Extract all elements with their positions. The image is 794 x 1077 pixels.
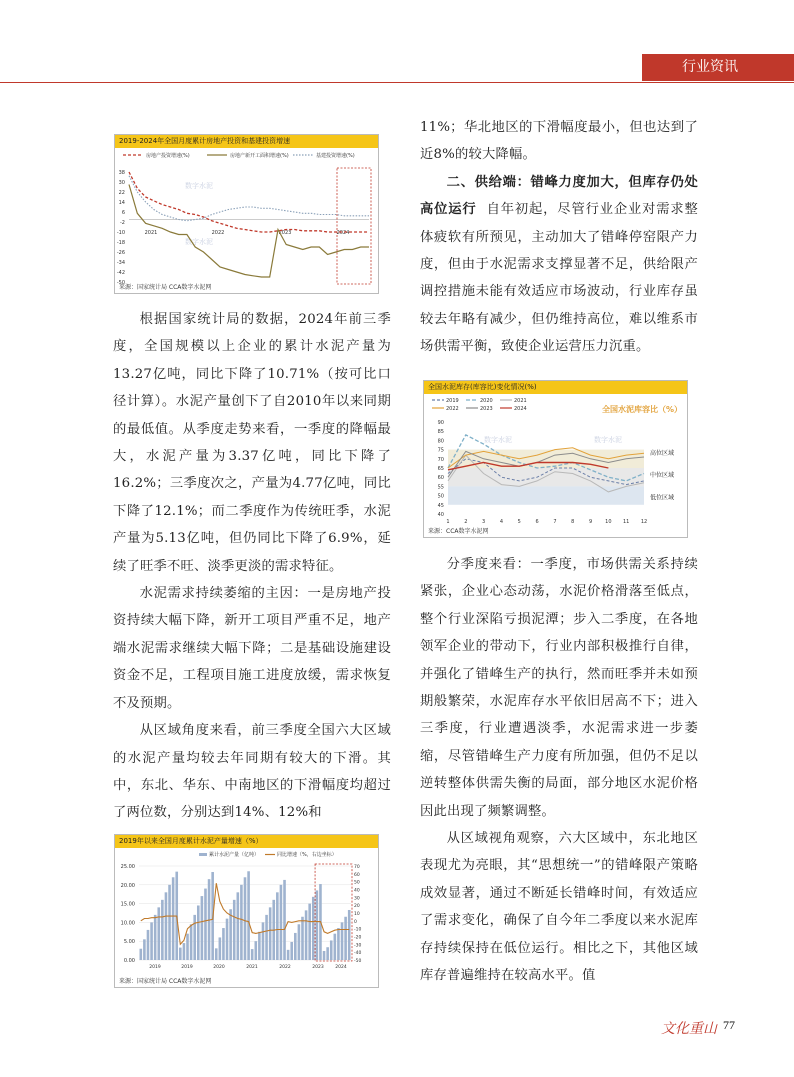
y-tick-label: 6 (121, 210, 125, 216)
x-tick-label: 1 (446, 519, 450, 525)
legend-label: 房地产新开工面积增速(%) (230, 153, 289, 159)
bar (280, 885, 283, 960)
series-line (129, 172, 369, 232)
y-tick-label: 45 (437, 502, 444, 509)
y-left-tick-label: 0.00 (123, 958, 135, 964)
y-tick-label: 60 (437, 475, 444, 482)
cement-inventory-chart (424, 394, 687, 537)
y-left-tick-label: 5.00 (123, 939, 135, 946)
figure-source: 来源：国家统计局 CCA数字水泥网 (119, 284, 212, 291)
series-line (129, 176, 369, 221)
legend-label: 2021 (514, 398, 527, 404)
watermark-text: 数字水泥 (594, 436, 622, 444)
bar (341, 922, 344, 960)
figure-source: 来源：国家统计局 CCA数字水泥网 (119, 978, 212, 985)
bar (154, 915, 157, 960)
y-tick-label: -18 (116, 240, 125, 246)
zone-label: 中位区域 (650, 472, 675, 480)
x-group-label: 2022 (279, 965, 291, 970)
paragraph: 根据国家统计局的数据，2024年前三季度，全国规模以上企业的累计水泥产量为13.27亿吨，同比下降了10.71%（按可比口径计算）。水泥产量创下了自2010年以来同期的最低值。从季度走势来看，一季度的降幅最大，水泥产量为3.37亿吨，同比下降了16.2%；三季度次之，产量为4.77亿吨，同比下降了12.1%；而二季度作为传统旺季，水泥产量为5.13亿吨，但仍同比下降了6.9%，延续了旺季不旺、淡季更淡的需求特征。 (113, 312, 391, 574)
bar (308, 904, 311, 960)
bar (301, 917, 304, 960)
zone-label: 高位区域 (650, 450, 675, 458)
y-tick-label: 40 (437, 512, 444, 518)
x-group-label: 2023 (278, 230, 292, 236)
paragraph-continuation: 11%；华北地区的下滑幅度最小，但也达到了近8%的较大降幅。 (420, 120, 698, 163)
x-group-label: 2022 (211, 230, 225, 236)
bar (157, 907, 160, 960)
investment-growth-chart (115, 148, 378, 293)
y-left-tick-label: 20.00 (120, 882, 135, 889)
figure-investment-growth (114, 134, 379, 294)
x-tick-label: 10 (605, 519, 612, 525)
bar (258, 932, 261, 960)
zone-label: 低位区域 (650, 494, 675, 502)
legend-label: 2023 (480, 406, 493, 412)
y-left-tick-label: 25.00 (120, 864, 135, 870)
bar (197, 905, 200, 960)
bar (147, 930, 150, 960)
left-column (113, 306, 391, 827)
right-column-top (420, 114, 698, 361)
bar (183, 943, 186, 960)
section-heading: 二、供给端：错峰力度加大，但库存仍处高位运行 (420, 174, 698, 218)
bar (244, 877, 247, 960)
bar (287, 950, 290, 960)
figure-source: 来源：CCA数字水泥网 (428, 528, 489, 535)
bar (237, 892, 240, 960)
bar (316, 890, 319, 960)
bar (190, 924, 193, 960)
bar (165, 892, 168, 960)
bar (323, 951, 326, 960)
figure-cement-output (114, 834, 379, 988)
x-tick-label: 5 (517, 519, 521, 525)
highlight-box-2024 (337, 168, 371, 284)
bar (276, 892, 279, 960)
y-right-tick-label: -50 (354, 959, 362, 964)
bar (334, 934, 337, 960)
x-tick-label: 2 (464, 519, 468, 525)
y-tick-label: 14 (118, 200, 125, 206)
right-column-bottom (420, 551, 698, 990)
bar (204, 889, 207, 960)
y-tick-label: 80 (437, 438, 444, 445)
y-tick-label: 38 (118, 170, 125, 176)
y-tick-label: -42 (116, 270, 125, 276)
y-right-tick-label: -30 (354, 943, 362, 949)
bar (179, 948, 182, 960)
bar (326, 947, 329, 960)
watermark-text: 数字水泥 (185, 182, 213, 190)
x-group-label: 2023 (312, 965, 324, 970)
y-tick-label: 22 (118, 190, 125, 196)
watermark-text: 数字水泥 (185, 238, 213, 246)
bar (186, 934, 189, 960)
section-text: 自年初起，尽管行业企业对需求整体疲软有所预见，主动加大了错峰停窑限产力度，但由于水泥需求支撑显著不足，供给限产调控措施未能有效适应市场波动，行业库存虽较去年略有减少，但仍维持高位，难以维系市场供需平衡，致使企业运营压力沉重。 (420, 202, 698, 355)
x-group-label: 2020 (213, 965, 225, 970)
bar (222, 928, 225, 960)
bar (161, 900, 164, 960)
series-line (129, 185, 369, 278)
y-tick-label: 50 (437, 493, 444, 500)
y-right-tick-label: -20 (354, 935, 362, 941)
y-right-tick-label: 0 (354, 919, 357, 925)
chart-big-title: 全国水泥库容比（%） (602, 405, 683, 414)
bar (172, 877, 175, 960)
bar (226, 919, 229, 960)
bar (251, 949, 254, 960)
y-tick-label: 65 (437, 466, 444, 472)
x-group-label: 2021 (246, 965, 258, 970)
y-tick-label: -26 (116, 250, 125, 256)
zone-band-mid (448, 468, 644, 486)
y-tick-label: 75 (437, 447, 444, 454)
bar (269, 907, 272, 960)
zone-band-low (448, 486, 644, 504)
bar (140, 949, 143, 960)
bar (150, 922, 153, 960)
header-rule (0, 82, 794, 83)
y-right-tick-label: 20 (354, 904, 360, 910)
figure-title: 2019-2024年全国月度累计房地产投资和基建投资增速 (115, 135, 378, 148)
bar (348, 910, 351, 960)
figure-title: 2019年以来全国月度累计水泥产量增速（%） (115, 835, 378, 848)
bar (215, 948, 218, 960)
y-tick-label: 55 (437, 484, 444, 491)
bar (305, 910, 308, 960)
bar (344, 917, 347, 960)
y-tick-label: 85 (437, 429, 444, 436)
y-right-tick-label: 60 (354, 872, 360, 878)
legend-label: 2022 (446, 406, 459, 412)
paragraph: 从区域视角观察，六大区域中，东北地区表现尤为亮眼，其“思想统一”的错峰限产策略成效显著，通过不断延长错峰时间，有效适应了需求变化，确保了自今年二季度以来水泥库存持续保持在低位运行。相比之下，其他区域库存普遍维持在较高水平。值 (420, 831, 698, 984)
section-tag-label: 行业资讯 (682, 59, 738, 75)
watermark-text: 数字水泥 (484, 436, 512, 444)
bar (247, 871, 250, 960)
bar (168, 885, 171, 960)
x-group-label: 2019 (181, 965, 193, 970)
y-right-tick-label: 50 (354, 880, 360, 886)
figure-cement-inventory (423, 380, 688, 538)
cement-output-chart (115, 848, 378, 987)
bar (229, 909, 232, 960)
x-tick-label: 3 (482, 519, 486, 525)
y-right-tick-label: 10 (354, 912, 360, 917)
y-right-tick-label: 70 (354, 865, 360, 870)
bar (337, 928, 340, 960)
legend-label: 同比增速（%，右边坐标） (277, 852, 337, 858)
paragraph: 水泥需求持续萎缩的主因：一是房地产投资持续大幅下降，新开工项目严重不足，地产端水泥需求继续大幅下降；二是基础设施建设资金不足，工程项目施工进度放缓，需求恢复不及预期。 (113, 586, 391, 711)
legend-label: 2020 (480, 398, 493, 404)
bar (265, 915, 268, 960)
y-tick-label: 90 (437, 420, 444, 426)
figure-title: 全国水泥库存(库容比)变化情况(%) (424, 381, 687, 394)
legend-label: 累计水泥产量（亿吨） (209, 852, 260, 858)
section-tag (642, 54, 794, 81)
section-paragraph (420, 169, 698, 361)
paragraph: 分季度来看：一季度，市场供需关系持续紧张，企业心态动荡，水泥价格滑落至低点，整个行业深陷亏损泥潭；步入二季度，在各地领军企业的带动下，行业内部积极推行自律，并强化了错峰生产的执行，然而旺季并未如预期般繁荣，水泥库存水平依旧居高不下；进入三季度，行业遭遇淡季，水泥需求进一步萎缩，尽管错峰生产力度有所加强，但仍不足以逆转整体供需失衡的局面，部分地区水泥价格因此出现了频繁调整。 (420, 557, 698, 819)
x-tick-label: 12 (640, 519, 648, 525)
bar (312, 897, 315, 960)
y-right-tick-label: -40 (354, 951, 362, 957)
x-group-label: 2024 (335, 965, 347, 970)
x-group-label: 2024 (336, 230, 350, 236)
bar (254, 941, 257, 960)
bar (298, 924, 301, 960)
x-tick-label: 4 (499, 519, 504, 525)
x-group-label: 2021 (144, 230, 158, 236)
page-number: 77 (723, 1018, 735, 1032)
bar (219, 937, 222, 960)
y-left-tick-label: 10.00 (120, 920, 135, 927)
paragraph: 从区域角度来看，前三季度全国六大区域的水泥产量均较去年同期有较大的下滑。其中，东北、华东、中南地区的下滑幅度均超过了两位数，分别达到14%、12%和 (113, 723, 391, 821)
bar (193, 915, 196, 960)
bar (201, 896, 204, 960)
legend-label: 2024 (514, 406, 527, 412)
x-tick-label: 9 (588, 519, 593, 525)
legend-label: 房地产投资增速(%) (146, 153, 190, 159)
legend-swatch (199, 853, 207, 856)
y-tick-label: -50 (116, 280, 125, 286)
legend-label: 2019 (446, 398, 459, 404)
bar (233, 900, 236, 960)
bar (240, 885, 243, 960)
y-tick-label: -34 (116, 260, 125, 266)
x-tick-label: 7 (553, 519, 557, 525)
bar (262, 922, 265, 960)
x-tick-label: 11 (622, 519, 630, 525)
x-group-label: 2019 (149, 965, 161, 970)
x-tick-label: 8 (571, 519, 575, 525)
legend-label: 基建投资增速(%) (316, 153, 355, 159)
y-right-tick-label: 40 (354, 888, 360, 894)
y-tick-label: -10 (116, 230, 125, 236)
y-right-tick-label: -10 (354, 927, 362, 933)
y-right-tick-label: 30 (354, 896, 360, 902)
bar (330, 940, 333, 960)
y-tick-label: -2 (120, 220, 125, 226)
y-tick-label: 70 (437, 456, 444, 463)
x-tick-label: 6 (535, 519, 539, 525)
bar (143, 939, 146, 960)
y-tick-label: 30 (118, 180, 125, 186)
bar (283, 880, 286, 960)
bar (294, 933, 297, 960)
bar (290, 942, 293, 960)
y-left-tick-label: 15.00 (120, 901, 135, 908)
footer-brand-logo: 文化重山 (661, 1021, 717, 1037)
